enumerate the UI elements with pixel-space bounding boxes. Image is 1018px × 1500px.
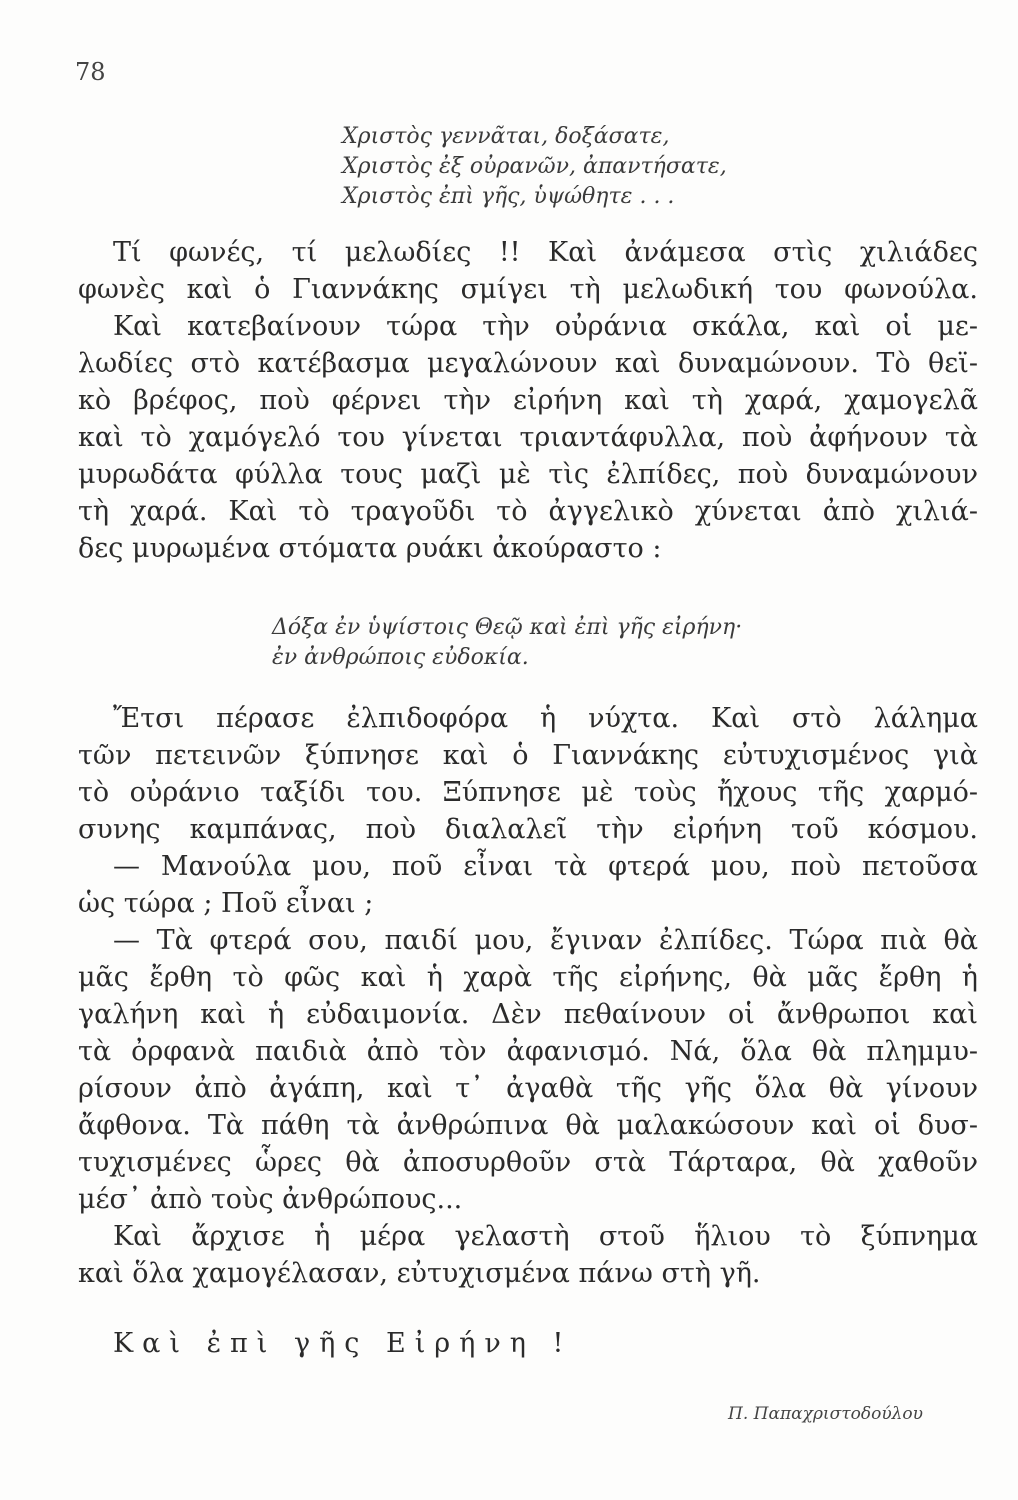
closing-line: Καὶ ἐπὶ γῆς Εἰρήνη ! [113, 1328, 573, 1359]
text-line: ἄφθονα. Τὰ πάθη τὰ ἀνθρώπινα θὰ μαλακώσουν καὶ οἱ δυσ- [78, 1110, 978, 1141]
text-line: μέσ᾽ ἀπὸ τοὺς ἀνθρώπους... [78, 1184, 463, 1215]
verse-line: Χριστὸς γεννᾶται, δοξάσατε, [342, 124, 670, 149]
verse-line: Χριστὸς ἐπὶ γῆς, ὑψώθητε . . . [342, 184, 675, 209]
dialogue-line: — Μανούλα μου, ποῦ εἶναι τὰ φτερά μου, ποὺ πετοῦσα [113, 851, 978, 882]
text-line: κὸ βρέφος, ποὺ φέρνει τὴν εἰρήνη καὶ τὴ χαρά, χαμογελᾶ [78, 385, 978, 416]
text-line: καὶ ὅλα χαμογέλασαν, εὐτυχισμένα πάνω στὴ γῆ. [78, 1258, 761, 1289]
text-line: μᾶς ἔρθη τὸ φῶς καὶ ἡ χαρὰ τῆς εἰρήνης, θὰ μᾶς ἔρθη ἡ [78, 962, 978, 993]
text-line: Καὶ ἄρχισε ἡ μέρα γελαστὴ στοῦ ἥλιου τὸ ξύπνημα [113, 1221, 978, 1252]
dialogue-line: — Τὰ φτερά σου, παιδί μου, ἔγιναν ἐλπίδες. Τώρα πιὰ θὰ [113, 925, 978, 956]
verse-block-1 [342, 122, 727, 212]
text-line: τῶν πετεινῶν ξύπνησε καὶ ὁ Γιαννάκης εὐτυχισμένος γιὰ [78, 740, 978, 771]
paragraph-block-2 [78, 700, 978, 1292]
verse-line: Δόξα ἐν ὑψίστοις Θεῷ καὶ ἐπὶ γῆς εἰρήνη· [272, 615, 743, 640]
text-line: Ἔτσι πέρασε ἐλπιδοφόρα ἡ νύχτα. Καὶ στὸ λάλημα [113, 703, 978, 734]
text-line: Τί φωνές, τί μελωδίες !! Καὶ ἀνάμεσα στὶς χιλιάδες [113, 237, 978, 268]
page-number: 78 [75, 58, 106, 86]
text-line: τὴ χαρά. Καὶ τὸ τραγοῦδι τὸ ἀγγελικὸ χύνεται ἀπὸ χιλιά- [78, 496, 978, 527]
text-line: φωνὲς καὶ ὁ Γιαννάκης σμίγει τὴ μελωδική του φωνούλα. [78, 274, 978, 305]
author-signature: Π. Παπαχριστοδούλου [728, 1404, 923, 1424]
verse-block-2 [272, 613, 742, 673]
paragraph-block-1 [78, 234, 978, 567]
text-line: τὸ οὐράνιο ταξίδι του. Ξύπνησε μὲ τοὺς ἤχους τῆς χαρμό- [78, 777, 978, 808]
text-line: ρίσουν ἀπὸ ἀγάπη, καὶ τ᾽ ἀγαθὰ τῆς γῆς ὅλα θὰ γίνουν [78, 1073, 978, 1104]
text-line: συνης καμπάνας, ποὺ διαλαλεῖ τὴν εἰρήνη τοῦ κόσμου. [78, 814, 978, 845]
verse-line: Χριστὸς ἐξ οὐρανῶν, ἀπαντήσατε, [342, 154, 727, 179]
text-line: τὰ ὀρφανὰ παιδιὰ ἀπὸ τὸν ἀφανισμό. Νά, ὅλα θὰ πλημμυ- [78, 1036, 978, 1067]
text-line: Καὶ κατεβαίνουν τώρα τὴν οὐράνια σκάλα, καὶ οἱ με- [113, 311, 978, 342]
text-line: μυρωδάτα φύλλα τους μαζὶ μὲ τὶς ἐλπίδες, ποὺ δυναμώνουν [78, 459, 978, 490]
dialogue-line: ὡς τώρα ; Ποῦ εἶναι ; [78, 888, 374, 919]
verse-line: ἐν ἀνθρώποις εὐδοκία. [272, 645, 529, 670]
text-line: καὶ τὸ χαμόγελό του γίνεται τριαντάφυλλα, ποὺ ἀφήνουν τὰ [78, 422, 978, 453]
text-line: λωδίες στὸ κατέβασμα μεγαλώνουν καὶ δυναμώνουν. Τὸ θεϊ- [78, 348, 978, 379]
text-line: τυχισμένες ὧρες θὰ ἀποσυρθοῦν στὰ Τάρταρα, θὰ χαθοῦν [78, 1147, 978, 1178]
text-line: γαλήνη καὶ ἡ εὐδαιμονία. Δὲν πεθαίνουν οἱ ἄνθρωποι καὶ [78, 999, 978, 1030]
text-line: δες μυρωμένα στόματα ρυάκι ἀκούραστο : [78, 533, 662, 564]
